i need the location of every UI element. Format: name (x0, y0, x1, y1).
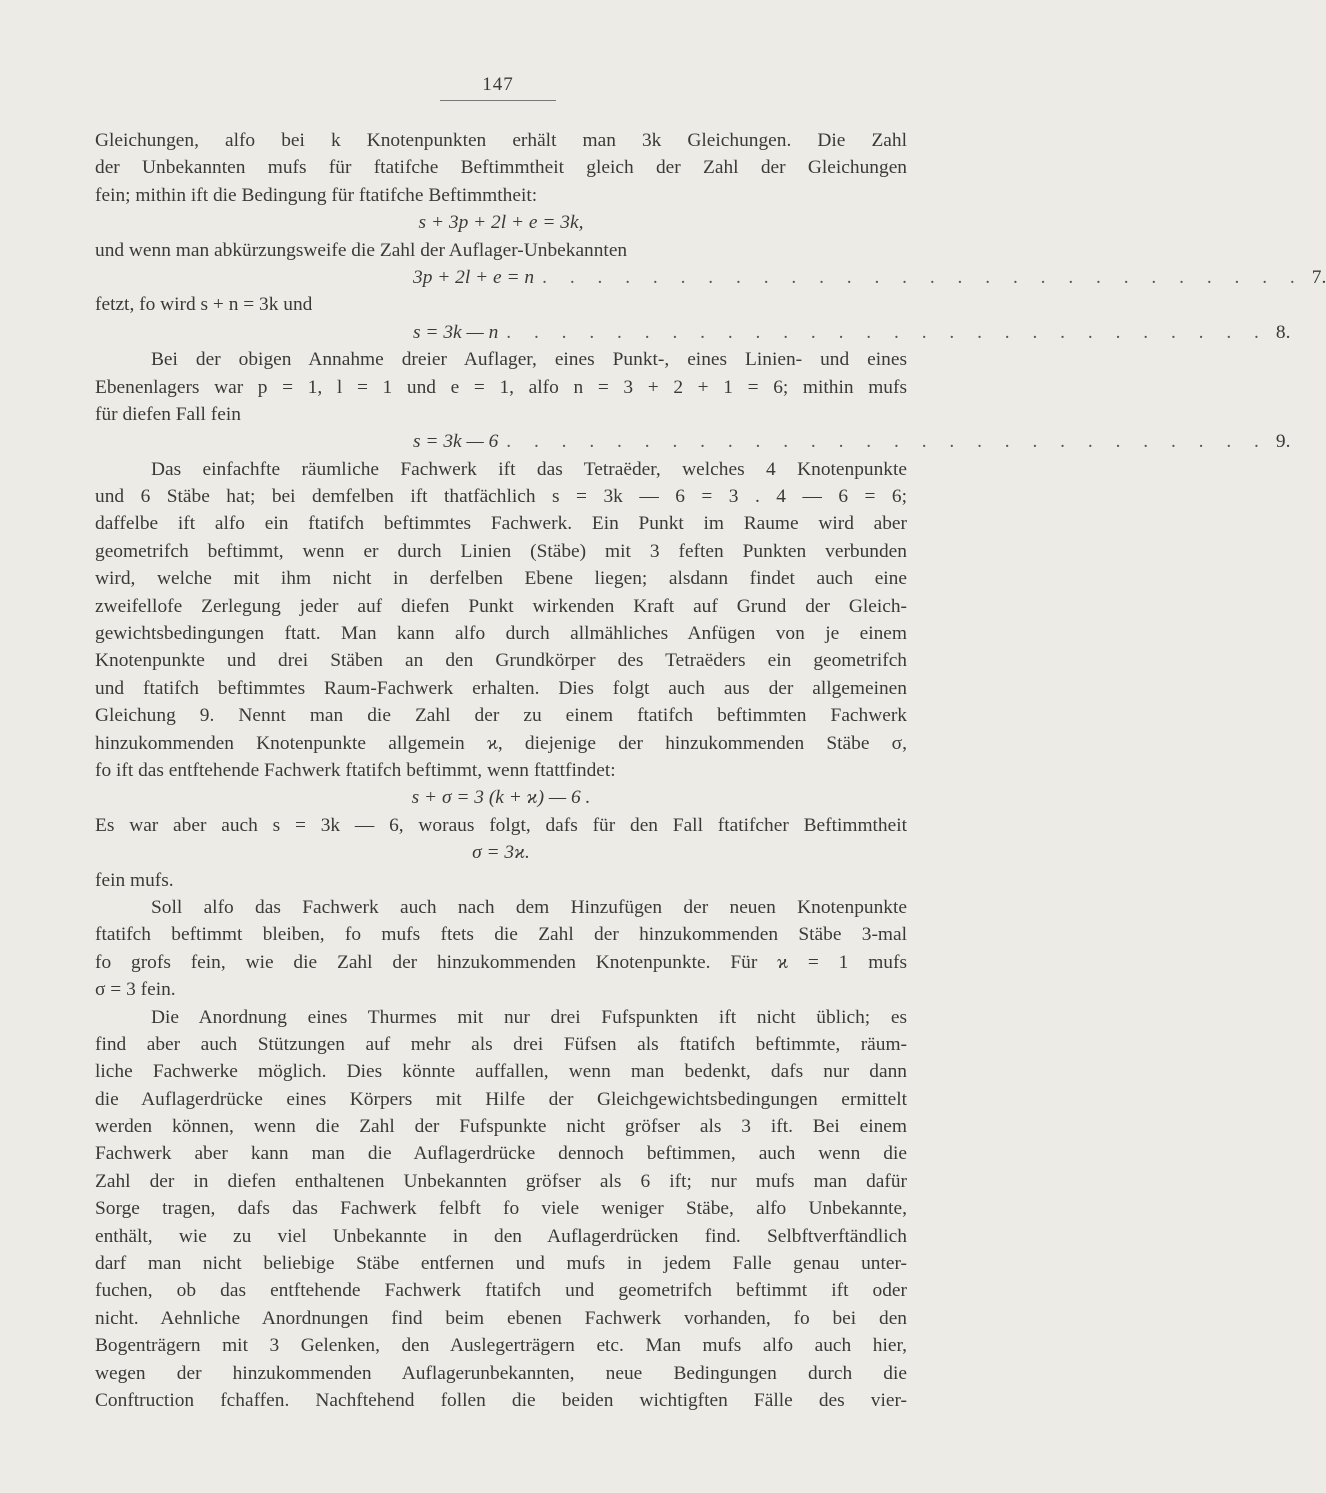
leader-dots: . . . . . . . . . . . . . . . . . . . . . . . . . . . . (506, 321, 1268, 343)
text-line: daffelbe ift alfo ein ftatifch beftimmtes Fachwerk. Ein Punkt im Raume wird aber (95, 513, 907, 535)
text-line: und wenn man abkürzungsweife die Zahl der Auflager-Unbekannten (95, 239, 628, 261)
text-line: geometrifch beftimmt, wenn er durch Linien (Stäbe) mit 3 feften Punkten verbunden (95, 540, 907, 562)
text-line: die Auflagerdrücke eines Körpers mit Hilfe der Gleichgewichtsbedingungen ermittelt (95, 1088, 907, 1110)
paragraph-first-line: Die Anordnung eines Thurmes mit nur drei Fufspunkten ift nicht üblich; es (151, 1006, 907, 1028)
text-line: und 6 Stäbe hat; bei demfelben ift thatfächlich s = 3k — 6 = 3 . 4 — 6 = 6; (95, 486, 907, 508)
text-line: fo grofs fein, wie die Zahl der hinzukommenden Knotenpunkte. Für ϰ = 1 mufs (95, 951, 907, 973)
text-line: für diefen Fall fein (95, 403, 241, 425)
paragraph-first-line: Das einfachfte räumliche Fachwerk ift das Tetraëder, welches 4 Knotenpunkte (151, 458, 907, 480)
numbered-equation (95, 319, 1291, 346)
equation: s + σ = 3 (k + ϰ) — 6 . (411, 787, 591, 809)
equation-number: 7. (1311, 266, 1326, 288)
equation-text: s = 3k — n (413, 321, 499, 343)
text-line: Zahl der in diefen enthaltenen Unbekannten gröfser als 6 ift; nur mufs man dafür (95, 1170, 907, 1192)
text-line: der Unbekannten mufs für ftatifche Beftimmtheit gleich der Zahl der Gleichungen (95, 157, 907, 179)
paragraph-first-line: Soll alfo das Fachwerk auch nach dem Hinzufügen der neuen Knotenpunkte (151, 896, 907, 918)
text-line: fetzt, fo wird s + n = 3k und (95, 294, 313, 316)
page-number: 147 (440, 74, 556, 101)
text-line: liche Fachwerke möglich. Dies könnte auffallen, wenn man bedenkt, dafs nur dann (95, 1061, 907, 1083)
text-line: zweifellofe Zerlegung jeder auf diefen Punkt wirkenden Kraft auf Grund der Gleich- (95, 595, 907, 617)
text-line: σ = 3 fein. (95, 979, 176, 1001)
numbered-equation (95, 264, 1326, 291)
equation-text: s = 3k — 6 (413, 431, 499, 453)
text-line: und ftatifch beftimmtes Raum-Fachwerk erhalten. Dies folgt auch aus der allgemeinen (95, 677, 907, 699)
numbered-equation (95, 428, 1291, 455)
text-line: Ebenenlagers war p = 1, l = 1 und e = 1, alfo n = 3 + 2 + 1 = 6; mithin mufs (95, 376, 907, 398)
text-line: ftatifch beftimmt bleiben, fo mufs ftets die Zahl der hinzukommenden Stäbe 3-mal (95, 924, 907, 946)
text-line: find aber auch Stützungen auf mehr als drei Füfsen als ftatifch beftimmte, räum- (95, 1033, 907, 1055)
text-line: nicht. Aehnliche Anordnungen find beim ebenen Fachwerk vorhanden, fo bei den (95, 1307, 907, 1329)
text-line: Knotenpunkte und drei Stäben an den Grundkörper des Tetraëders ein geometrifch (95, 650, 907, 672)
text-line: wegen der hinzukommenden Auflagerunbekannten, neue Bedingungen durch die (95, 1362, 907, 1384)
text-line: enthält, wie zu viel Unbekannte in den Auflagerdrücken find. Selbftverftändlich (95, 1225, 907, 1247)
text-line: werden können, wenn die Zahl der Fufspunkte nicht gröfser als 3 ift. Bei einem (95, 1116, 907, 1138)
text-line: Bogenträgern mit 3 Gelenken, den Auslegerträgern etc. Man mufs alfo auch hier, (95, 1335, 907, 1357)
equation: σ = 3ϰ. (472, 842, 530, 864)
equation-number: 8. (1275, 321, 1291, 343)
text-line: fuchen, ob das entftehende Fachwerk ftatifch und geometrifch beftimmt ift oder (95, 1280, 907, 1302)
leader-dots: . . . . . . . . . . . . . . . . . . . . . . . . . . . . (506, 431, 1268, 453)
text-line: fein; mithin ift die Bedingung für ftatifche Beftimmtheit: (95, 184, 538, 206)
leader-dots: . . . . . . . . . . . . . . . . . . . . . . . . . . . . (542, 266, 1304, 288)
paragraph-first-line: Bei der obigen Annahme dreier Auflager, eines Punkt-, eines Linien- und eines (151, 349, 907, 371)
text-line: hinzukommenden Knotenpunkte allgemein ϰ, diejenige der hinzukommenden Stäbe σ, (95, 732, 907, 754)
text-line: wird, welche mit ihm nicht in derfelben Ebene liegen; alsdann findet auch eine (95, 568, 907, 590)
page-body-text (95, 127, 1326, 1414)
equation-number: 9. (1275, 431, 1291, 453)
text-line: fo ift das entftehende Fachwerk ftatifch beftimmt, wenn ftattfindet: (95, 759, 616, 781)
equation: s + 3p + 2l + e = 3k, (418, 212, 584, 234)
text-line: Gleichung 9. Nennt man die Zahl der zu einem ftatifch beftimmten Fachwerk (95, 705, 907, 727)
text-line: darf man nicht beliebige Stäbe entfernen und mufs in jedem Falle genau unter- (95, 1253, 907, 1275)
equation-text: 3p + 2l + e = n (413, 266, 535, 288)
text-line: gewichtsbedingungen ftatt. Man kann alfo durch allmähliches Anfügen von je einem (95, 623, 907, 645)
text-line: Gleichungen, alfo bei k Knotenpunkten erhält man 3k Gleichungen. Die Zahl (95, 130, 907, 151)
text-line: Sorge tragen, dafs das Fachwerk felbft fo viele weniger Stäbe, alfo Unbekannte, (95, 1198, 907, 1220)
text-line: Fachwerk aber kann man die Auflagerdrücke dennoch beftimmen, auch wenn die (95, 1143, 907, 1165)
text-line: fein mufs. (95, 869, 174, 891)
text-line: Es war aber auch s = 3k — 6, woraus folgt, dafs für den Fall ftatifcher Beftimmtheit (95, 814, 907, 836)
text-line: Conftruction fchaffen. Nachftehend follen die beiden wichtigften Fälle des vier- (95, 1389, 907, 1411)
